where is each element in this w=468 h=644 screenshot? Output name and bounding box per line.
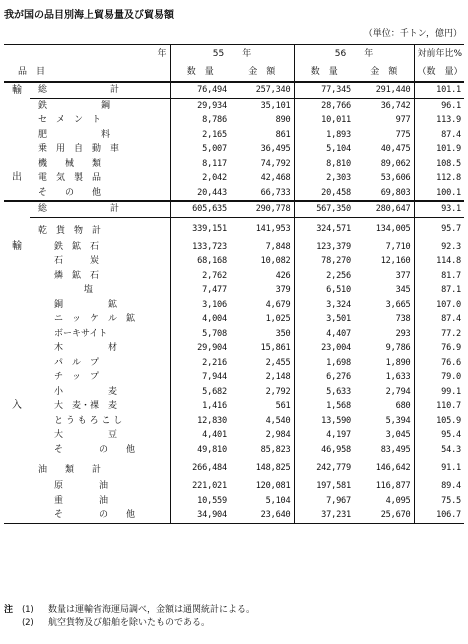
imports-item-name: 乾 貨 物 計 xyxy=(30,217,170,240)
imports-q55-value: 4,401 xyxy=(202,430,227,441)
imports-a55-value: 141,953 xyxy=(230,217,294,240)
imports-r-value: 89.4 xyxy=(441,481,462,492)
table-row xyxy=(4,186,464,202)
table-row xyxy=(4,217,464,240)
imports-q55-value: 266,484 xyxy=(192,463,227,473)
exports-q55-value: 8,117 xyxy=(202,158,227,169)
imports-q55-value: 5,682 xyxy=(202,386,227,397)
imports-q55-value: 3,106 xyxy=(202,299,227,310)
imports-q55-value: 1,416 xyxy=(202,401,227,412)
imports-a56-value: 680 xyxy=(354,399,414,414)
imports-q56-value: 567,350 xyxy=(294,201,354,217)
imports-a55-value: 2,792 xyxy=(230,385,294,400)
imports-a55-value: 120,081 xyxy=(230,479,294,494)
exports-q55-value: 76,494 xyxy=(170,82,230,98)
unit-label: （単位：千トン，億円） xyxy=(363,29,462,39)
imports-side-label xyxy=(4,385,30,400)
imports-r-value: 87.4 xyxy=(441,314,462,325)
imports-q56-value: 3,501 xyxy=(326,314,352,325)
imports-r-value: 114.8 xyxy=(436,256,462,267)
exports-item-name: 機 械 類 xyxy=(30,157,170,172)
imports-q55-value: 2,762 xyxy=(202,270,227,281)
imports-r-value: 93.1 xyxy=(414,201,464,217)
imports-side-label xyxy=(4,217,30,240)
imports-a56-value: 146,642 xyxy=(354,457,414,479)
imports-item-name: 原 油 xyxy=(30,479,170,494)
imports-q55-value: 12,830 xyxy=(197,415,227,426)
imports-side-label xyxy=(4,356,30,371)
exports-item-name: 鉄 鋼 xyxy=(30,98,170,113)
imports-side-label xyxy=(4,283,30,298)
exports-a55-value: 35,101 xyxy=(230,98,294,113)
imports-r-value: 107.0 xyxy=(436,299,462,310)
exports-a56-value: 775 xyxy=(354,128,414,143)
exports-a56-value: 36,742 xyxy=(354,98,414,113)
table-row xyxy=(4,82,464,98)
table-title: 我が国の品目別海上貿易量及び貿易額 xyxy=(4,10,174,21)
imports-a55-value: 7,848 xyxy=(230,240,294,255)
imports-q55-value: 49,810 xyxy=(197,444,227,455)
imports-side-label xyxy=(4,370,30,385)
imports-a55-value: 10,082 xyxy=(230,254,294,269)
table-row xyxy=(4,171,464,186)
imports-q56-value: 7,967 xyxy=(326,495,352,506)
table-row xyxy=(4,128,464,143)
notes xyxy=(4,604,255,630)
exports-q55-value: 8,786 xyxy=(202,115,227,126)
exports-q56-value: 2,303 xyxy=(326,173,352,184)
exports-side-label: 輸 xyxy=(4,82,30,98)
exports-r-value: 112.8 xyxy=(436,173,462,184)
exports-side-label xyxy=(4,113,30,128)
imports-a56-value: 293 xyxy=(354,327,414,342)
imports-a56-value: 280,647 xyxy=(354,201,414,217)
table-row xyxy=(4,428,464,443)
header-item-label: 品 目 xyxy=(4,63,170,82)
imports-q56-value: 324,571 xyxy=(316,223,352,234)
imports-q56-value: 6,510 xyxy=(326,285,352,296)
imports-side-label xyxy=(4,443,30,458)
imports-a55-value: 23,640 xyxy=(230,508,294,523)
imports-a55-value: 290,778 xyxy=(230,201,294,217)
header-yoy: 対前年比% xyxy=(414,45,464,64)
table-row xyxy=(4,298,464,313)
imports-q55-value: 34,904 xyxy=(170,508,230,523)
exports-r-value: 100.1 xyxy=(436,187,462,198)
exports-r-value: 96.1 xyxy=(441,100,462,111)
exports-r-value: 87.4 xyxy=(441,129,462,140)
imports-a56-value: 1,890 xyxy=(354,356,414,371)
imports-r-value: 91.1 xyxy=(441,463,462,473)
exports-q55-value: 2,165 xyxy=(202,129,227,140)
table-row xyxy=(4,240,464,255)
exports-a56-value: 89,062 xyxy=(354,157,414,172)
table-row xyxy=(4,341,464,356)
imports-q56-value: 3,324 xyxy=(326,299,352,310)
imports-a56-value: 12,160 xyxy=(354,254,414,269)
imports-a56-value: 5,394 xyxy=(354,414,414,429)
imports-a56-value: 1,633 xyxy=(354,370,414,385)
imports-side-label xyxy=(4,327,30,342)
imports-q55-value: 5,708 xyxy=(202,328,227,339)
imports-q56-value: 46,958 xyxy=(321,444,352,455)
header-year-label: 年 xyxy=(30,45,170,64)
imports-a56-value: 4,095 xyxy=(354,494,414,509)
exports-r-value: 101.9 xyxy=(436,144,462,155)
exports-a56-value: 69,803 xyxy=(354,186,414,202)
exports-item-name: 総 計 xyxy=(30,82,170,98)
imports-item-name: 大 麦・裸 麦 xyxy=(30,399,170,414)
imports-a55-value: 379 xyxy=(230,283,294,298)
exports-q55-value: 20,443 xyxy=(197,187,227,198)
header-amt-56: 金 額 xyxy=(354,63,414,82)
table-row xyxy=(4,269,464,284)
table-row xyxy=(4,479,464,494)
header-row-years xyxy=(4,45,464,64)
imports-side-label xyxy=(4,457,30,479)
table-row xyxy=(4,283,464,298)
imports-q56-value: 4,407 xyxy=(326,328,352,339)
imports-r-value: 79.0 xyxy=(441,372,462,383)
imports-q56-value: 2,256 xyxy=(326,270,352,281)
imports-r-value: 99.1 xyxy=(441,386,462,397)
trade-table xyxy=(4,44,464,524)
imports-a55-value: 85,823 xyxy=(230,443,294,458)
imports-r-value: 105.9 xyxy=(436,415,462,426)
exports-r-value: 101.1 xyxy=(414,82,464,98)
exports-a55-value: 861 xyxy=(230,128,294,143)
exports-q55-value: 29,934 xyxy=(197,100,227,111)
imports-q55-value: 2,216 xyxy=(202,357,227,368)
exports-item-name: 乗 用 自 動 車 xyxy=(30,142,170,157)
table-row xyxy=(4,201,464,217)
header-amt-55: 金 額 xyxy=(230,63,294,82)
imports-r-value: 81.7 xyxy=(441,270,462,281)
imports-r-value: 77.2 xyxy=(441,328,462,339)
exports-r-value: 113.9 xyxy=(436,115,462,126)
table-row xyxy=(4,370,464,385)
imports-side-label xyxy=(4,414,30,429)
imports-item-name: チ ッ プ xyxy=(30,370,170,385)
imports-side-label xyxy=(4,428,30,443)
imports-r-value: 76.9 xyxy=(441,343,462,354)
exports-side-label xyxy=(4,142,30,157)
imports-side-label xyxy=(4,312,30,327)
imports-a55-value: 2,148 xyxy=(230,370,294,385)
exports-a55-value: 257,340 xyxy=(230,82,294,98)
imports-a55-value: 4,540 xyxy=(230,414,294,429)
imports-a55-value: 2,984 xyxy=(230,428,294,443)
exports-q55-value: 5,007 xyxy=(202,144,227,155)
exports-item-name: 電 気 製 品 xyxy=(30,171,170,186)
imports-r-value: 54.3 xyxy=(441,444,462,455)
imports-item-name: 木 材 xyxy=(30,341,170,356)
imports-item-name: 石 炭 xyxy=(30,254,170,269)
exports-a55-value: 890 xyxy=(230,113,294,128)
imports-r-value: 95.4 xyxy=(441,430,462,441)
imports-a55-value: 350 xyxy=(230,327,294,342)
imports-a55-value: 2,455 xyxy=(230,356,294,371)
imports-r-value: 95.7 xyxy=(441,223,462,234)
imports-q55-value: 10,559 xyxy=(197,495,227,506)
imports-a55-value: 426 xyxy=(230,269,294,284)
exports-q56-value: 5,104 xyxy=(326,144,352,155)
imports-a55-value: 1,025 xyxy=(230,312,294,327)
imports-item-name: 重 油 xyxy=(30,494,170,509)
header-year-55: 55 年 xyxy=(170,45,294,64)
imports-side-label xyxy=(4,494,30,509)
imports-r-value: 110.7 xyxy=(436,401,462,412)
imports-item-name: 油 類 計 xyxy=(30,457,170,479)
exports-q56-value: 8,810 xyxy=(326,158,352,169)
imports-q56-value: 1,698 xyxy=(326,357,352,368)
imports-r-value: 92.3 xyxy=(441,241,462,252)
imports-q55-value: 29,904 xyxy=(197,343,227,354)
exports-a55-value: 36,495 xyxy=(230,142,294,157)
imports-item-name: 銅 鉱 xyxy=(30,298,170,313)
imports-item-name: と う も ろ こ し xyxy=(30,414,170,429)
exports-side-label xyxy=(4,186,30,202)
imports-q56-value: 13,590 xyxy=(321,415,352,426)
exports-a55-value: 74,792 xyxy=(230,157,294,172)
exports-a55-value: 66,733 xyxy=(230,186,294,202)
note-2-number: (2) xyxy=(22,618,34,628)
exports-item-name: そ の 他 xyxy=(30,186,170,202)
imports-a56-value: 134,005 xyxy=(354,217,414,240)
imports-side-label: 入 xyxy=(12,400,22,412)
exports-q56-value: 10,011 xyxy=(321,115,352,126)
imports-q55-value: 7,477 xyxy=(202,285,227,296)
imports-q56-value: 123,379 xyxy=(316,241,352,252)
imports-a56-value: 2,794 xyxy=(354,385,414,400)
imports-a56-value: 3,045 xyxy=(354,428,414,443)
imports-q55-value: 7,944 xyxy=(202,372,227,383)
header-row-cols xyxy=(4,63,464,82)
imports-side-label xyxy=(4,479,30,494)
exports-side-label xyxy=(4,128,30,143)
imports-side-label xyxy=(4,254,30,269)
imports-item-name: そ の 他 xyxy=(30,443,170,458)
exports-q56-value: 28,766 xyxy=(321,100,352,111)
exports-q55-value: 2,042 xyxy=(202,173,227,184)
exports-item-name: セ メ ン ト xyxy=(30,113,170,128)
imports-q55-value: 605,635 xyxy=(170,201,230,217)
table-row xyxy=(4,312,464,327)
imports-a56-value: 345 xyxy=(354,283,414,298)
table-row xyxy=(4,113,464,128)
exports-a56-value: 53,606 xyxy=(354,171,414,186)
imports-r-value: 87.1 xyxy=(441,285,462,296)
imports-r-value: 106.7 xyxy=(414,508,464,523)
imports-item-name: そ の 他 xyxy=(30,508,170,523)
table-row xyxy=(4,157,464,172)
imports-a56-value: 377 xyxy=(354,269,414,284)
imports-a55-value: 148,825 xyxy=(230,457,294,479)
table-row xyxy=(4,399,464,414)
header-qty-55: 数 量 xyxy=(170,63,230,82)
table-row xyxy=(4,414,464,429)
imports-side-label xyxy=(4,298,30,313)
imports-q55-value: 339,151 xyxy=(192,223,227,234)
note-2-text: 航空貨物及び船舶を除いたものである。 xyxy=(48,618,211,628)
imports-r-value: 76.6 xyxy=(441,357,462,368)
imports-side-label xyxy=(4,341,30,356)
table-row xyxy=(4,443,464,458)
imports-item-name: ボーキサイト xyxy=(30,327,170,342)
imports-a56-value: 3,665 xyxy=(354,298,414,313)
imports-a55-value: 15,861 xyxy=(230,341,294,356)
imports-q56-value: 4,197 xyxy=(326,430,352,441)
table-row xyxy=(4,254,464,269)
note-2 xyxy=(4,617,255,630)
imports-a56-value: 738 xyxy=(354,312,414,327)
exports-q56-value: 77,345 xyxy=(294,82,354,98)
imports-a56-value: 83,495 xyxy=(354,443,414,458)
table-row xyxy=(4,385,464,400)
imports-q56-value: 242,779 xyxy=(316,463,352,473)
imports-side-label xyxy=(4,508,30,523)
imports-q56-value: 23,004 xyxy=(321,343,352,354)
note-1-number: (1) xyxy=(22,605,34,615)
exports-item-name: 肥 料 xyxy=(30,128,170,143)
imports-a55-value: 561 xyxy=(230,399,294,414)
exports-r-value: 108.5 xyxy=(436,158,462,169)
imports-a56-value: 7,710 xyxy=(354,240,414,255)
exports-a55-value: 42,468 xyxy=(230,171,294,186)
imports-a55-value: 5,104 xyxy=(230,494,294,509)
exports-q56-value: 1,893 xyxy=(326,129,352,140)
imports-a56-value: 25,670 xyxy=(354,508,414,523)
imports-q56-value: 37,231 xyxy=(294,508,354,523)
imports-q55-value: 4,004 xyxy=(202,314,227,325)
table-row xyxy=(4,508,464,523)
imports-item-name: 総 計 xyxy=(30,201,170,217)
exports-a56-value: 40,475 xyxy=(354,142,414,157)
imports-side-label: 輸 xyxy=(12,240,22,252)
exports-a56-value: 977 xyxy=(354,113,414,128)
imports-q55-value: 133,723 xyxy=(192,241,227,252)
header-year-56: 56 年 xyxy=(294,45,414,64)
table-row xyxy=(4,494,464,509)
note-1-text: 数量は運輸省海運局調べ，金額は通関統計による。 xyxy=(48,605,256,615)
exports-q56-value: 20,458 xyxy=(321,187,352,198)
table-row xyxy=(4,98,464,113)
imports-q56-value: 6,276 xyxy=(326,372,352,383)
table-row xyxy=(4,356,464,371)
table-row xyxy=(4,142,464,157)
imports-side-label xyxy=(4,269,30,284)
header-qty-paren: （数 量） xyxy=(414,63,464,82)
imports-a56-value: 116,877 xyxy=(354,479,414,494)
imports-q56-value: 1,568 xyxy=(326,401,352,412)
imports-item-name: ニ ッ ケ ル 鉱 xyxy=(30,312,170,327)
table-row xyxy=(4,327,464,342)
table-row xyxy=(4,457,464,479)
imports-q56-value: 5,633 xyxy=(326,386,352,397)
imports-item-name: 燐 鉱 石 xyxy=(30,269,170,284)
header-qty-56: 数 量 xyxy=(294,63,354,82)
imports-q55-value: 68,168 xyxy=(197,256,227,267)
imports-item-name: 塩 xyxy=(30,283,170,298)
imports-item-name: 小 麦 xyxy=(30,385,170,400)
imports-item-name: パ ル プ xyxy=(30,356,170,371)
imports-item-name: 大 豆 xyxy=(30,428,170,443)
exports-side-label xyxy=(4,98,30,113)
imports-a55-value: 4,679 xyxy=(230,298,294,313)
imports-side-label xyxy=(4,201,30,217)
imports-r-value: 75.5 xyxy=(441,495,462,506)
imports-item-name: 鉄 鉱 石 xyxy=(30,240,170,255)
note-mark: 注 xyxy=(4,605,14,615)
exports-side-label: 出 xyxy=(12,172,22,184)
imports-q56-value: 197,581 xyxy=(316,481,352,492)
imports-q55-value: 221,021 xyxy=(192,481,227,492)
imports-q56-value: 78,270 xyxy=(321,256,352,267)
note-1 xyxy=(4,604,255,617)
exports-side-label xyxy=(4,157,30,172)
exports-a56-value: 291,440 xyxy=(354,82,414,98)
imports-a56-value: 9,786 xyxy=(354,341,414,356)
